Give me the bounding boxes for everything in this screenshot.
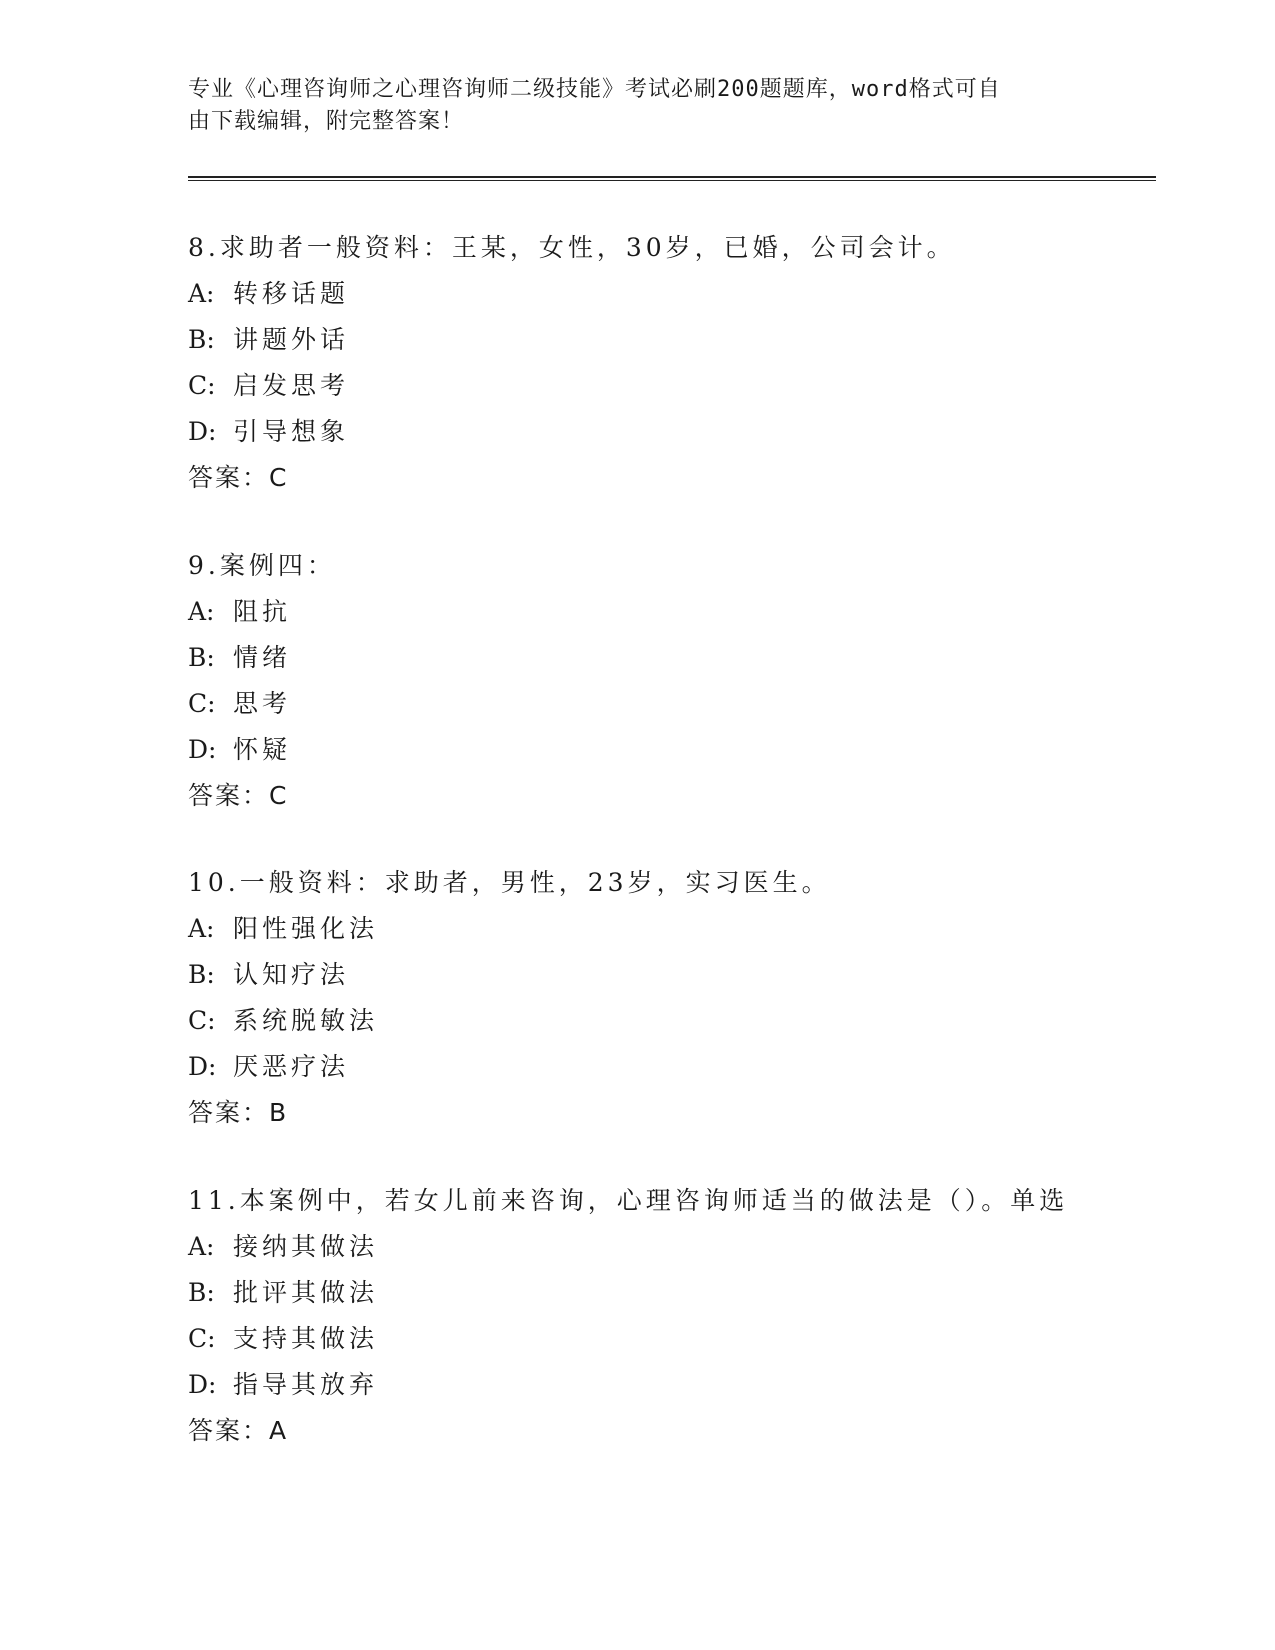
option-key: A: (188, 914, 215, 943)
option-c (188, 1316, 1188, 1362)
option-d (188, 1044, 1188, 1090)
answer-line: 答案：B (188, 1098, 289, 1127)
option-text: 引导想象 (233, 417, 350, 446)
question-stem: 8.求助者一般资料：王某，女性，30岁，已婚，公司会计。 (188, 233, 956, 262)
option-key: B: (188, 643, 215, 672)
option-key: D: (188, 417, 217, 446)
option-text: 厌恶疗法 (233, 1052, 350, 1081)
option-key: C: (188, 689, 216, 718)
option-c (188, 363, 1188, 409)
option-key: A: (188, 597, 215, 626)
option-key: A: (188, 279, 215, 308)
option-text: 讲题外话 (233, 325, 350, 354)
option-d (188, 1362, 1188, 1408)
option-b (188, 317, 1188, 363)
option-text: 转移话题 (233, 279, 350, 308)
question-stem: 11.本案例中，若女儿前来咨询，心理咨询师适当的做法是（）。单选 (188, 1186, 1069, 1215)
option-text: 批评其做法 (233, 1278, 379, 1307)
option-key: B: (188, 960, 215, 989)
option-key: C: (188, 1006, 216, 1035)
option-a (188, 589, 1188, 635)
header-divider (188, 176, 1156, 181)
header-line-1: 专业《心理咨询师之心理咨询师二级技能》考试必刷200题题库，word格式可自 (188, 77, 1001, 102)
answer-line: 答案：A (188, 1416, 289, 1445)
question-block (188, 225, 1188, 501)
option-b (188, 1270, 1188, 1316)
question-stem: 10.一般资料：求助者，男性，23岁，实习医生。 (188, 868, 831, 897)
question-block (188, 1178, 1188, 1454)
option-text: 认知疗法 (233, 960, 350, 989)
option-a (188, 906, 1188, 952)
option-key: C: (188, 371, 216, 400)
option-text: 怀疑 (233, 735, 292, 764)
option-d (188, 409, 1188, 455)
answer-line: 答案：C (188, 781, 289, 810)
document-header (188, 74, 1068, 138)
option-text: 支持其做法 (233, 1324, 379, 1353)
option-d (188, 727, 1188, 773)
option-text: 阳性强化法 (233, 914, 379, 943)
option-key: A: (188, 1232, 215, 1261)
question-block (188, 543, 1188, 819)
option-text: 接纳其做法 (233, 1232, 379, 1261)
option-key: D: (188, 1370, 217, 1399)
option-key: B: (188, 325, 215, 354)
option-text: 思考 (233, 689, 292, 718)
option-a (188, 1224, 1188, 1270)
option-text: 情绪 (233, 643, 292, 672)
option-key: C: (188, 1324, 216, 1353)
option-b (188, 952, 1188, 998)
option-c (188, 681, 1188, 727)
question-block (188, 860, 1188, 1136)
option-key: D: (188, 735, 217, 764)
option-text: 阻抗 (233, 597, 292, 626)
option-c (188, 998, 1188, 1044)
question-stem: 9.案例四： (188, 551, 336, 580)
option-text: 系统脱敏法 (233, 1006, 379, 1035)
answer-line: 答案：C (188, 463, 289, 492)
option-key: D: (188, 1052, 217, 1081)
header-line-2: 由下载编辑，附完整答案！ (188, 109, 465, 134)
option-b (188, 635, 1188, 681)
option-text: 指导其放弃 (233, 1370, 379, 1399)
option-a (188, 271, 1188, 317)
option-key: B: (188, 1278, 215, 1307)
option-text: 启发思考 (233, 371, 350, 400)
